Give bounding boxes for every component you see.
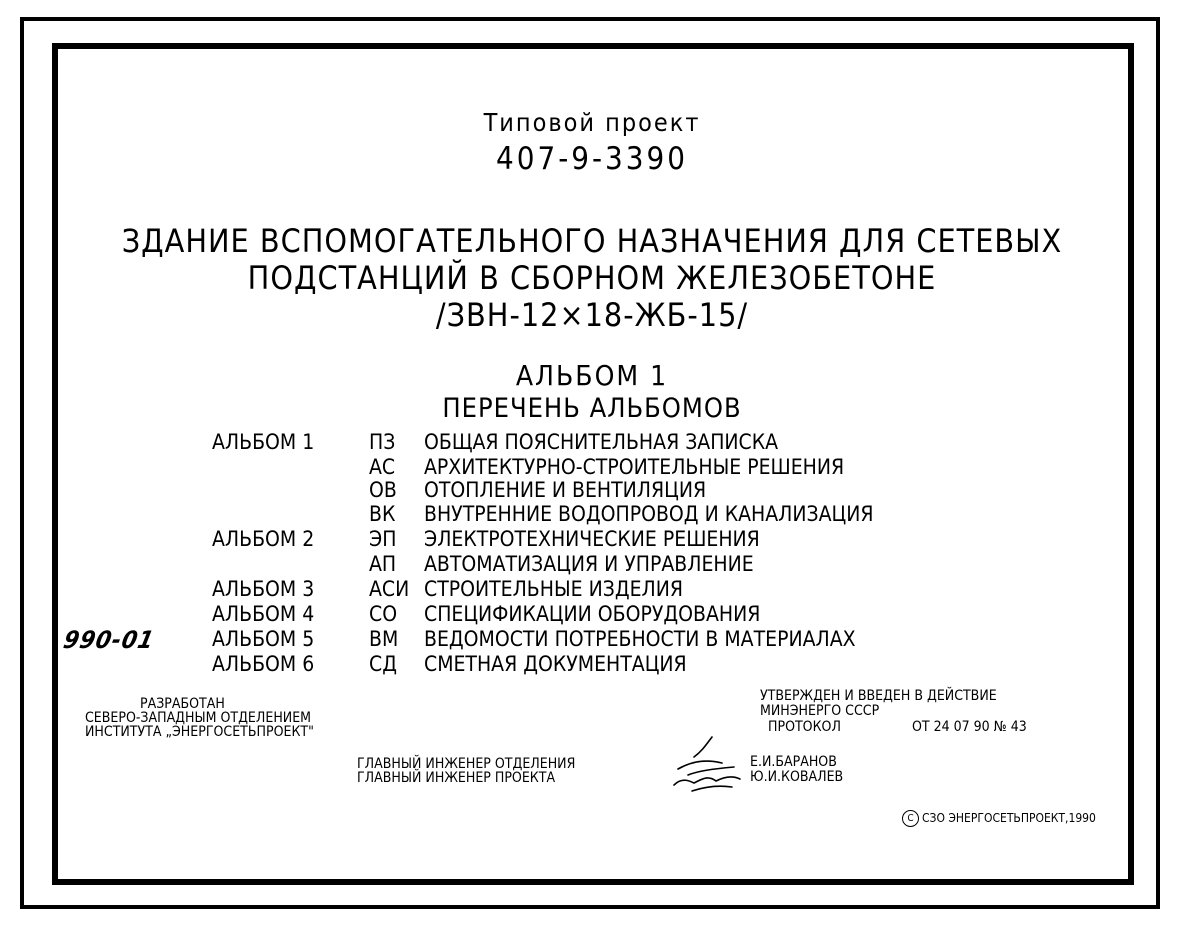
current-album: АЛЬБОМ 1 bbox=[515, 359, 669, 392]
section-code: ОВ bbox=[369, 478, 397, 502]
section-code: ЭП bbox=[369, 527, 397, 551]
section-description: ОБЩАЯ ПОЯСНИТЕЛЬНАЯ ЗАПИСКА bbox=[424, 430, 779, 454]
album-label: АЛЬБОМ 2 bbox=[212, 527, 315, 551]
approval-line-2: МИНЭНЕРГО СССР bbox=[760, 703, 880, 719]
protocol-label: ПРОТОКОЛ bbox=[768, 719, 841, 735]
protocol-value: ОТ 24 07 90 № 43 bbox=[912, 719, 1027, 735]
section-code: ВМ bbox=[369, 627, 399, 651]
signature-role-2: ГЛАВНЫЙ ИНЖЕНЕР ПРОЕКТА bbox=[357, 770, 556, 786]
section-code: АС bbox=[369, 455, 396, 479]
developer-line-1: РАЗРАБОТАН bbox=[140, 696, 225, 712]
signature-name-2: Ю.И.КОВАЛЕВ bbox=[750, 769, 844, 785]
section-code: СД bbox=[369, 652, 397, 676]
signature-name-1: Е.И.БАРАНОВ bbox=[750, 754, 837, 770]
developer-line-3: ИНСТИТУТА „ЭНЕРГОСЕТЬПРОЕКТ" bbox=[85, 724, 314, 740]
section-description: ЭЛЕКТРОТЕХНИЧЕСКИЕ РЕШЕНИЯ bbox=[424, 527, 760, 551]
album-label: АЛЬБОМ 5 bbox=[212, 627, 315, 651]
section-code: ПЗ bbox=[369, 430, 396, 454]
section-description: ОТОПЛЕНИЕ И ВЕНТИЛЯЦИЯ bbox=[424, 478, 707, 502]
section-description: СМЕТНАЯ ДОКУМЕНТАЦИЯ bbox=[424, 652, 687, 676]
developer-line-2: СЕВЕРО-ЗАПАДНЫМ ОТДЕЛЕНИЕМ bbox=[85, 710, 312, 726]
signature-role-1: ГЛАВНЫЙ ИНЖЕНЕР ОТДЕЛЕНИЯ bbox=[357, 756, 576, 772]
section-code: ВК bbox=[369, 502, 396, 526]
section-code: АСИ bbox=[369, 577, 410, 601]
inventory-stamp: 990-01 bbox=[61, 626, 158, 654]
title-line-3: /ЗВН-12×18-ЖБ-15/ bbox=[435, 296, 749, 334]
section-description: ВЕДОМОСТИ ПОТРЕБНОСТИ В МАТЕРИАЛАХ bbox=[424, 627, 856, 651]
copyright bbox=[902, 810, 1096, 827]
section-description: АРХИТЕКТУРНО-СТРОИТЕЛЬНЫЕ РЕШЕНИЯ bbox=[424, 455, 845, 479]
album-list-heading: ПЕРЕЧЕНЬ АЛЬБОМОВ bbox=[442, 393, 742, 424]
copyright-text: СЗО ЭНЕРГОСЕТЬПРОЕКТ,1990 bbox=[922, 811, 1096, 825]
title-line-1: ЗДАНИЕ ВСПОМОГАТЕЛЬНОГО НАЗНАЧЕНИЯ ДЛЯ СЕТЕВЫХ bbox=[121, 222, 1063, 260]
signature-icon bbox=[672, 735, 744, 795]
section-description: СТРОИТЕЛЬНЫЕ ИЗДЕЛИЯ bbox=[424, 577, 683, 601]
section-code: СО bbox=[369, 602, 398, 626]
section-description: АВТОМАТИЗАЦИЯ И УПРАВЛЕНИЕ bbox=[424, 552, 754, 576]
section-code: АП bbox=[369, 552, 397, 576]
title-line-2: ПОДСТАНЦИЙ В СБОРНОМ ЖЕЛЕЗОБЕТОНЕ bbox=[247, 259, 937, 297]
album-label: АЛЬБОМ 6 bbox=[212, 652, 315, 676]
project-type: Типовой проект bbox=[483, 108, 701, 137]
section-description: ВНУТРЕННИЕ ВОДОПРОВОД И КАНАЛИЗАЦИЯ bbox=[424, 502, 874, 526]
approval-line-1: УТВЕРЖДЕН И ВВЕДЕН В ДЕЙСТВИЕ bbox=[760, 688, 997, 704]
project-number: 407-9-3390 bbox=[495, 141, 689, 177]
section-description: СПЕЦИФИКАЦИИ ОБОРУДОВАНИЯ bbox=[424, 602, 761, 626]
copyright-icon: C bbox=[902, 810, 919, 827]
album-label: АЛЬБОМ 4 bbox=[212, 602, 315, 626]
album-label: АЛЬБОМ 1 bbox=[212, 430, 315, 454]
album-label: АЛЬБОМ 3 bbox=[212, 577, 315, 601]
